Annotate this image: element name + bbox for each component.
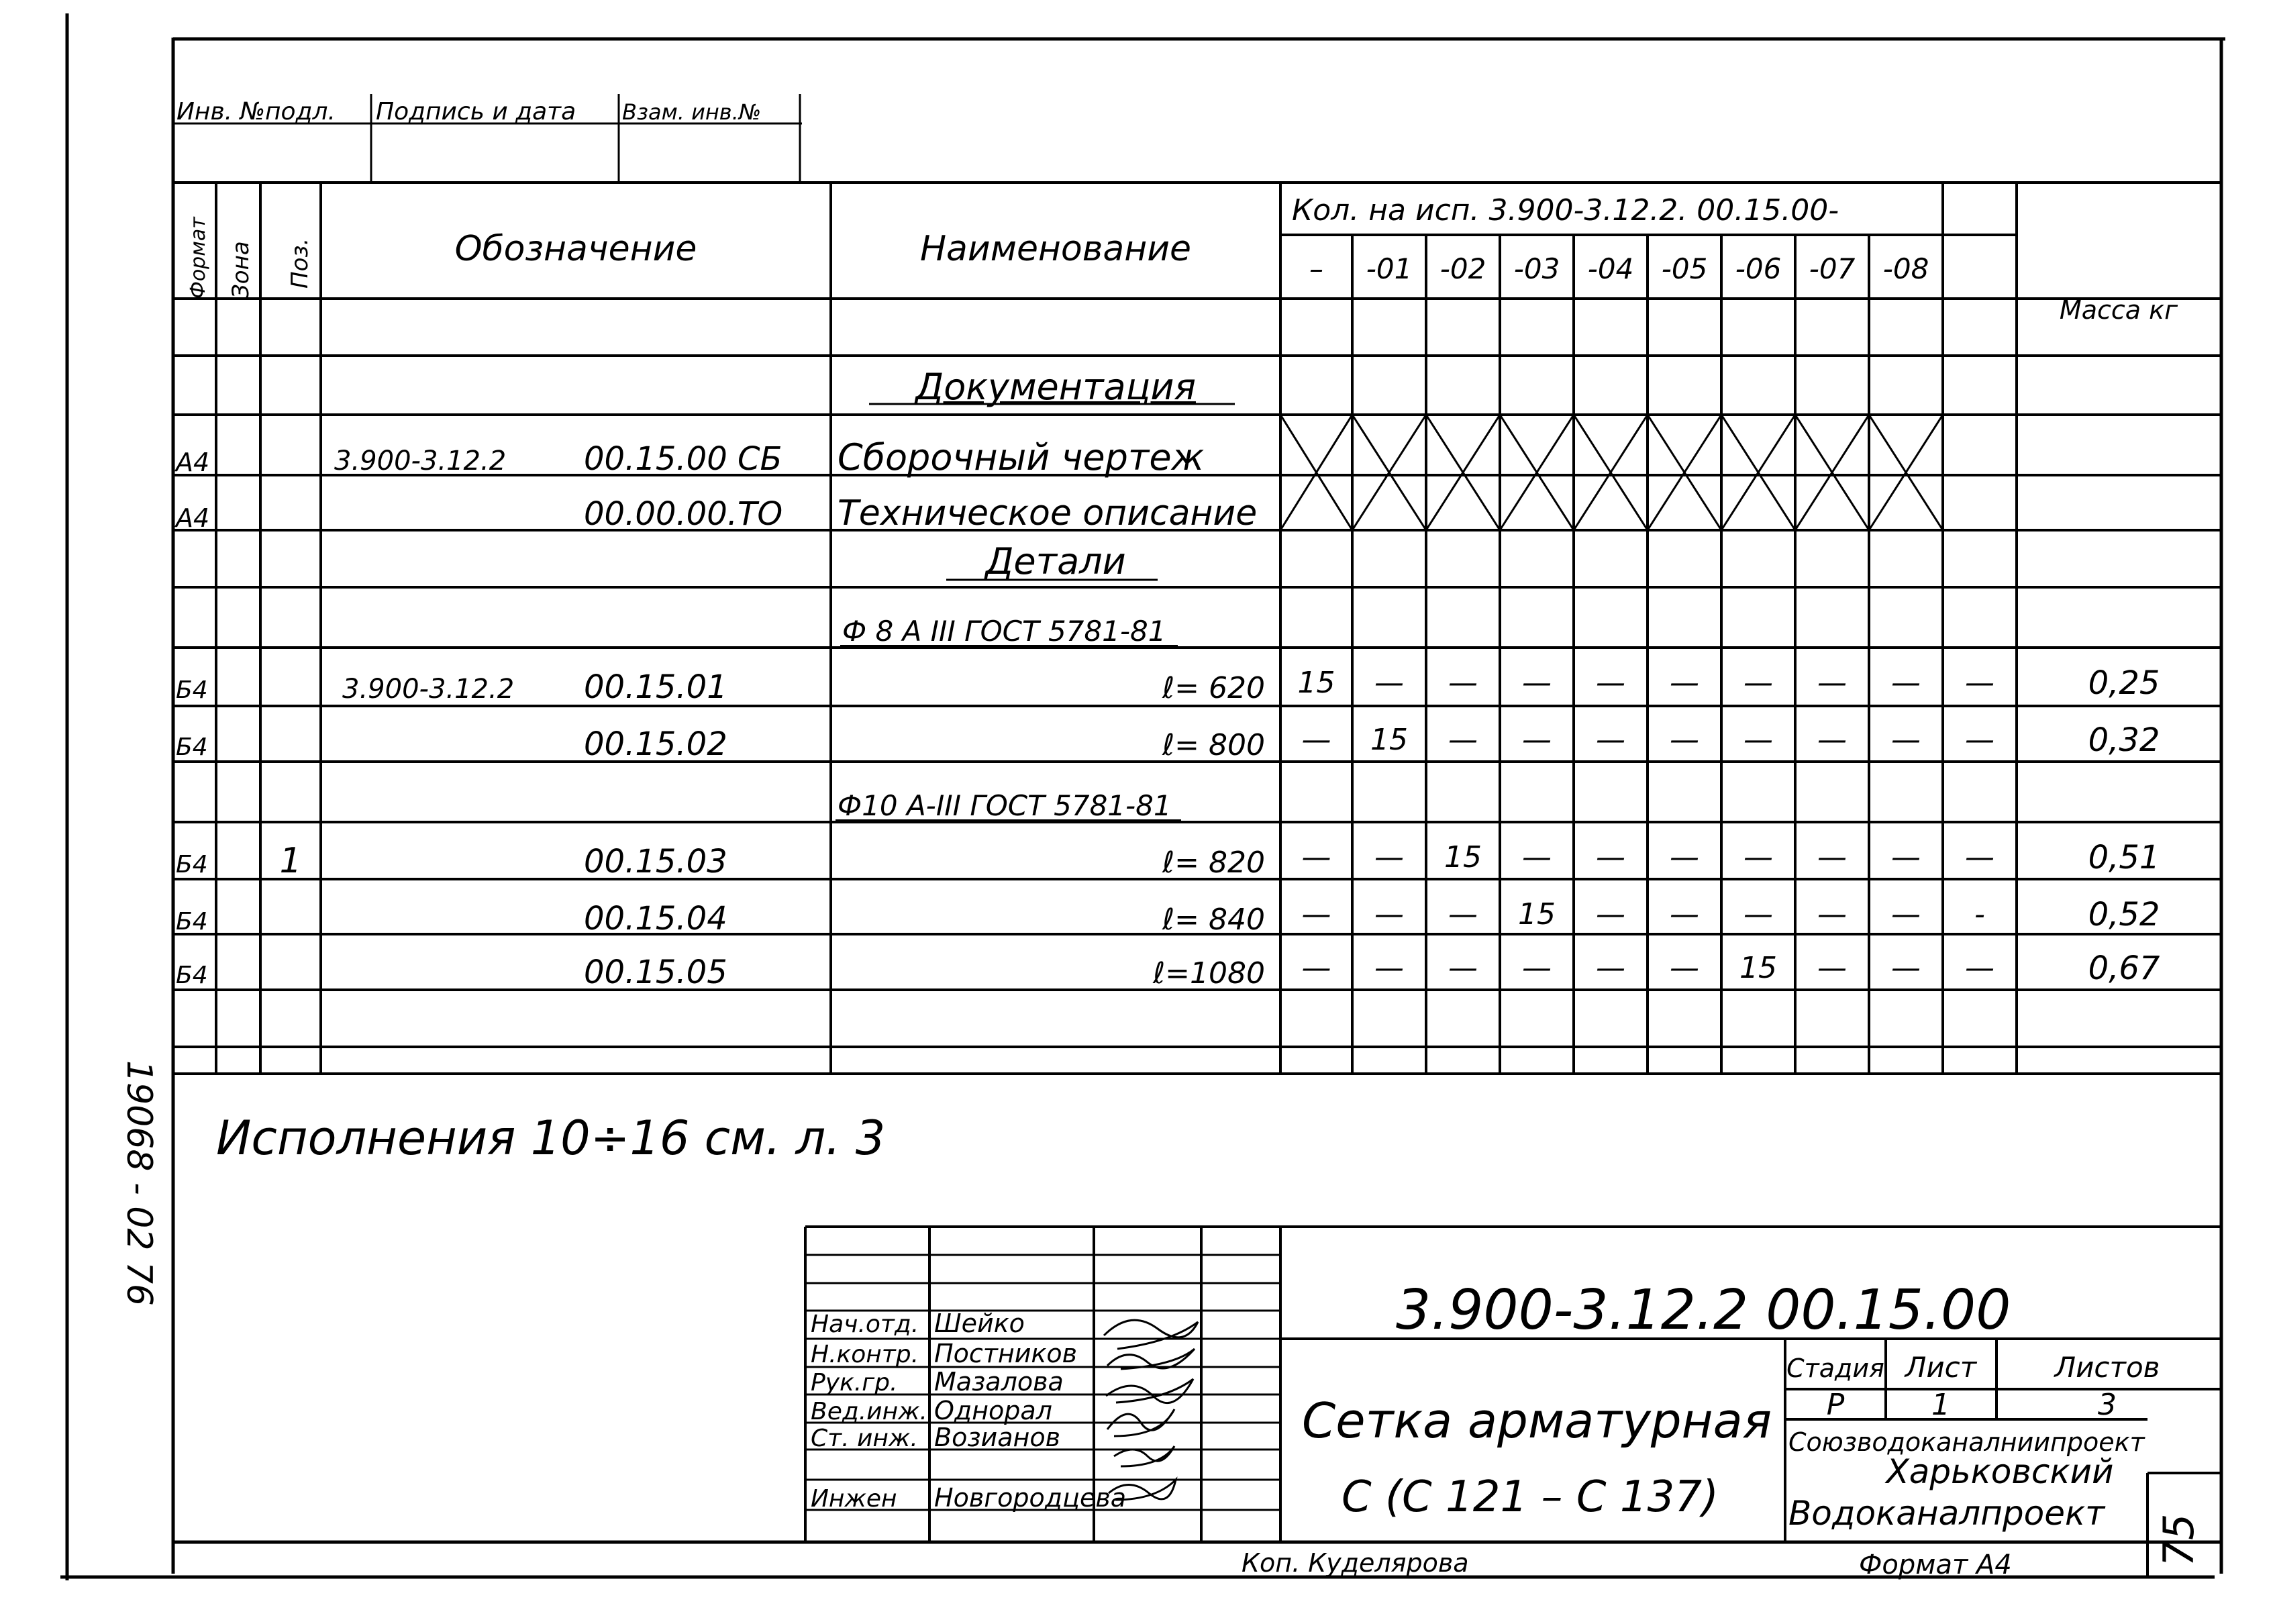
format-label: Формат А4 (1859, 1550, 2012, 1580)
detail-row-3-format: Б4 (176, 851, 208, 878)
crossed-cells (1280, 415, 1943, 530)
detail-row-1-qty-9: — (1965, 666, 1994, 700)
header-format: Формат (187, 217, 210, 299)
variant-header-8: -08 (1882, 252, 1929, 285)
detail-row-2-qty-0: — (1301, 723, 1331, 757)
section-detali: Детали (985, 540, 1126, 582)
doc-row-1-format: А4 (176, 448, 210, 477)
spec-table-grid (173, 183, 2221, 1074)
detail-row-3-qty-0: — (1301, 840, 1331, 874)
detail-row-3-qty-5: — (1670, 840, 1699, 874)
header-oboznachenie: Обозначение (454, 229, 697, 269)
position-number: 1 (279, 841, 302, 881)
detail-row-3-qty-4: — (1596, 840, 1625, 874)
doc-row-1-oboz: 00.15.00 СБ (584, 440, 782, 478)
org-line1: Союзводоканалниипроект (1788, 1427, 2145, 1457)
detail-row-1-length: ℓ= 620 (1162, 671, 1265, 705)
detail-row-3-qty-2: 15 (1444, 840, 1482, 874)
doc-row-2-format: А4 (176, 503, 210, 533)
drawing-designation: 3.900-3.12.2 00.15.00 (1396, 1278, 2011, 1342)
detail-row-3-qty-1: — (1374, 840, 1404, 874)
header-zona: Зона (228, 241, 254, 299)
detail-row-3-qty-7: — (1817, 840, 1847, 874)
detail-row-2-qty-1: 15 (1370, 723, 1408, 757)
person-6-name: Новгородцева (934, 1483, 1127, 1513)
detail-row-2-qty-5: — (1670, 723, 1699, 757)
stamp-vzam-inv: Взам. инв.№ (622, 99, 762, 125)
detail-row-2-qty-3: — (1522, 723, 1552, 757)
detail-row-5-qty-0: — (1301, 951, 1331, 985)
detail-row-4-qty-2: — (1448, 897, 1478, 931)
detail-row-3-qty-3: — (1522, 840, 1552, 874)
detail-row-4-qty-8: — (1891, 897, 1921, 931)
detail-row-1-qty-1: — (1374, 666, 1404, 700)
detail-row-2-mass: 0,32 (2088, 721, 2160, 759)
detail-rows (176, 664, 2160, 991)
detail-row-5-qty-9: — (1965, 951, 1994, 985)
detail-row-2-qty-4: — (1596, 723, 1625, 757)
detail-row-4-qty-4: — (1596, 897, 1625, 931)
header-massa: Масса кг (2059, 295, 2178, 325)
detail-row-4-qty-5: — (1670, 897, 1699, 931)
variant-header-3: -03 (1513, 252, 1560, 285)
list-value: 1 (1931, 1388, 1950, 1422)
section-dokumentaciya: Документация (915, 366, 1196, 408)
detail-row-1-qty-2: — (1448, 666, 1478, 700)
detail-row-3-qty-6: — (1743, 840, 1773, 874)
detail-row-4-mass: 0,52 (2088, 896, 2160, 933)
detail-row-5-qty-5: — (1670, 951, 1699, 985)
detail-row-4-format: Б4 (176, 908, 208, 935)
detail-row-3-oboz: 00.15.03 (584, 843, 727, 880)
detail-row-4-qty-7: — (1817, 897, 1847, 931)
detail-row-5-qty-8: — (1891, 951, 1921, 985)
detail-row-5-length: ℓ=1080 (1152, 956, 1265, 991)
variant-header-4: -04 (1587, 252, 1634, 285)
material-2: Ф10 А-III ГОСТ 5781-81 (838, 789, 1172, 822)
detail-row-3-qty-8: — (1891, 840, 1921, 874)
side-archive-number: 19068 - 02 76 (119, 1060, 159, 1307)
detail-row-1-qty-6: — (1743, 666, 1773, 700)
person-1-name: Шейко (934, 1309, 1025, 1338)
detail-row-4-qty-6: — (1743, 897, 1773, 931)
listov-label: Листов (2054, 1351, 2160, 1384)
detail-row-3-qty-9: — (1965, 840, 1994, 874)
detail-row-4-oboz: 00.15.04 (584, 900, 727, 937)
variant-header-5: -05 (1661, 252, 1708, 285)
header-kol-na-isp: Кол. на исп. 3.900-3.12.2. 00.15.00- (1292, 193, 1839, 227)
detail-row-1-qty-5: — (1670, 666, 1699, 700)
drawing-name-line1: Сетка арматурная (1302, 1392, 1772, 1449)
variant-header-7: -07 (1809, 252, 1856, 285)
detail-row-2-length: ℓ= 800 (1162, 728, 1265, 762)
stamp-inv-podl: Инв. №подл. (176, 98, 336, 125)
stadiya-label: Стадия (1786, 1354, 1884, 1383)
detail-row-2-qty-2: — (1448, 723, 1478, 757)
detail-row-4-qty-1: — (1374, 897, 1404, 931)
person-1-role: Нач.отд. (811, 1311, 919, 1338)
doc-row-1-name: Сборочный чертеж (838, 436, 1205, 478)
variant-header-2: -02 (1439, 252, 1486, 285)
person-5-role: Ст. инж. (811, 1425, 918, 1452)
detail-row-1-oboz: 00.15.01 (584, 668, 727, 706)
detail-row-4-qty-3: 15 (1518, 897, 1556, 931)
person-6-role: Инжен (811, 1485, 897, 1513)
detail-row-2-qty-7: — (1817, 723, 1847, 757)
org-line2: Харьковский (1886, 1452, 2114, 1491)
detail-row-5-qty-4: — (1596, 951, 1625, 985)
signature-scribbles (1104, 1320, 1198, 1500)
doc-row-2-name: Техническое описание (838, 493, 1258, 534)
variant-headers (1309, 252, 1929, 285)
copied-by: Коп. Куделярова (1242, 1548, 1469, 1578)
detail-row-2-oboz: 00.15.02 (584, 725, 727, 763)
detail-row-1-qty-0: 15 (1297, 666, 1335, 700)
sheet-number: 75 (2154, 1513, 2203, 1567)
detail-row-1-qty-4: — (1596, 666, 1625, 700)
variant-header-0: – (1309, 252, 1323, 285)
variant-header-1: -01 (1366, 252, 1413, 285)
detail-row-5-format: Б4 (176, 962, 208, 989)
person-3-name: Мазалова (934, 1367, 1064, 1397)
detail-row-2-qty-8: — (1891, 723, 1921, 757)
detail-row-1-qty-7: — (1817, 666, 1847, 700)
person-2-role: Н.контр. (811, 1341, 919, 1368)
detail-row-3-mass: 0,51 (2088, 839, 2160, 876)
detail-row-4-qty-9: - (1974, 897, 1985, 931)
note-ispolneniya: Исполнения 10÷16 см. л. 3 (216, 1111, 886, 1166)
detail-row-1-oboz-prefix: 3.900-3.12.2 (342, 674, 515, 705)
doc-row-2-oboz: 00.00.00.ТО (584, 495, 783, 533)
header-poz: Поз. (287, 238, 313, 289)
detail-row-5-qty-3: — (1522, 951, 1552, 985)
detail-row-1-qty-3: — (1522, 666, 1552, 700)
detail-row-1-qty-8: — (1891, 666, 1921, 700)
detail-row-2-format: Б4 (176, 733, 208, 761)
variant-header-6: -06 (1735, 252, 1782, 285)
detail-row-4-qty-0: — (1301, 897, 1331, 931)
person-3-role: Рук.гр. (811, 1369, 898, 1397)
detail-row-3-length: ℓ= 820 (1162, 846, 1265, 880)
detail-row-5-qty-1: — (1374, 951, 1404, 985)
detail-row-2-qty-6: — (1743, 723, 1773, 757)
stadiya-value: Р (1826, 1388, 1845, 1422)
person-4-name: Однорал (934, 1396, 1052, 1425)
org-line3: Водоканалпроект (1788, 1494, 2105, 1533)
detail-row-2-qty-9: — (1965, 723, 1994, 757)
person-2-name: Постников (934, 1339, 1077, 1368)
doc-row-1-oboz-prefix: 3.900-3.12.2 (334, 446, 507, 476)
listov-value: 3 (2098, 1388, 2117, 1422)
detail-row-5-mass: 0,67 (2088, 950, 2160, 987)
list-label: Лист (1905, 1351, 1977, 1384)
detail-row-5-qty-6: 15 (1739, 951, 1777, 985)
material-1: Ф 8 А III ГОСТ 5781-81 (842, 615, 1166, 648)
detail-row-1-mass: 0,25 (2088, 664, 2160, 702)
detail-row-5-oboz: 00.15.05 (584, 954, 727, 991)
stamp-podpis-data: Подпись и дата (376, 98, 576, 125)
drawing-name-line2: С (С 121 – С 137) (1341, 1472, 1719, 1522)
detail-row-1-format: Б4 (176, 676, 208, 704)
header-naimenovanie: Наименование (919, 229, 1192, 269)
person-4-role: Вед.инж. (811, 1398, 927, 1425)
detail-row-5-qty-7: — (1817, 951, 1847, 985)
person-5-name: Возианов (934, 1423, 1060, 1452)
detail-row-5-qty-2: — (1448, 951, 1478, 985)
detail-row-4-length: ℓ= 840 (1162, 903, 1265, 937)
